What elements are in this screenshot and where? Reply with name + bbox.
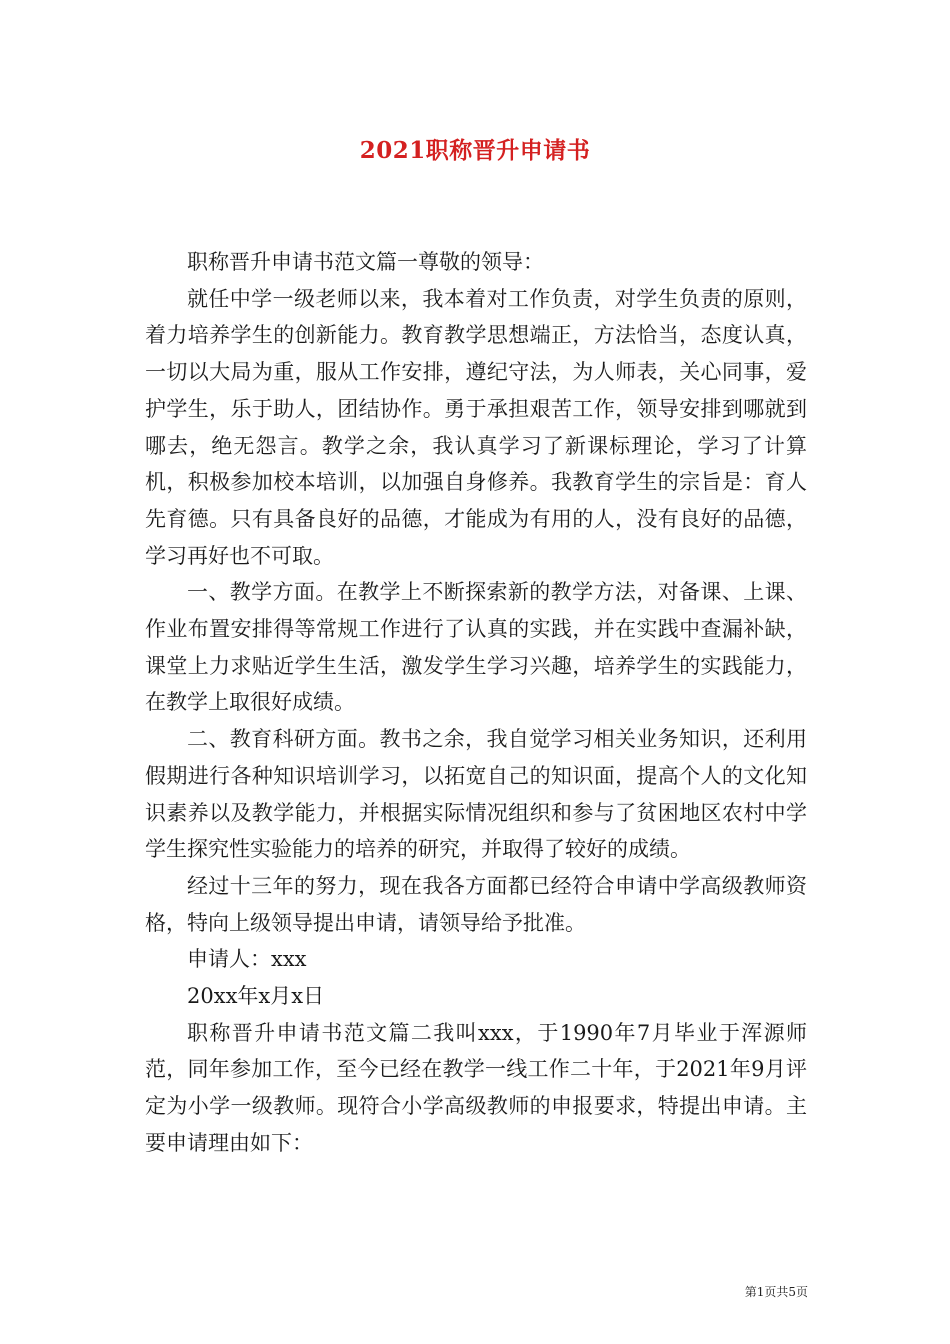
date-line: 20xx年x月x日 [187, 984, 325, 1009]
document-title: 2021职称晋升申请书 [359, 137, 591, 164]
paragraph-request: 经过十三年的努力，现在我各方面都已经符合申请中学高级教师资格，特向上级领导提出申请，请领导给予批准。 [145, 873, 807, 935]
document-body [145, 244, 807, 1162]
paragraph-sample-two: 职称晋升申请书范文篇二我叫xxx，于1990年7月毕业于浑源师范，同年参加工作，至今已经在教学一线工作二十年，于2021年9月评定为小学一级教师。现符合小学高级教师的申报要求，特提出申请。主要申请理由如下： [145, 1020, 807, 1155]
paragraph-introduction: 就任中学一级老师以来，我本着对工作负责，对学生负责的原则，着力培养学生的创新能力。教育教学思想端正，方法恰当，态度认真，一切以大局为重，服从工作安排，遵纪守法，为人师表，关心同事，爱护学生，乐于助人，团结协作。勇于承担艰苦工作，领导安排到哪就到哪去，绝无怨言。教学之余，我认真学习了新课标理论，学习了计算机，积极参加校本培训，以加强自身修养。我教育学生的宗旨是：育人先育德。只有具备良好的品德，才能成为有用的人，没有良好的品德，学习再好也不可取。 [145, 286, 807, 568]
applicant-line: 申请人：xxx [187, 947, 307, 972]
paragraph-teaching: 一、教学方面。在教学上不断探索新的教学方法，对备课、上课、作业布置安排得等常规工作进行了认真的实践，并在实践中查漏补缺，课堂上力求贴近学生生活，激发学生学习兴趣，培养学生的实践能力，在教学上取很好成绩。 [145, 580, 807, 715]
paragraph-research: 二、教育科研方面。教书之余，我自觉学习相关业务知识，还利用假期进行各种知识培训学习，以拓宽自己的知识面，提高个人的文化知识素养以及教学能力，并根据实际情况组织和参与了贫困地区农村中学学生探究性实验能力的培养的研究，并取得了较好的成绩。 [145, 727, 807, 862]
page-number: 第1页共5页 [744, 1285, 808, 1299]
paragraph-salutation: 职称晋升申请书范文篇一尊敬的领导： [187, 250, 544, 274]
